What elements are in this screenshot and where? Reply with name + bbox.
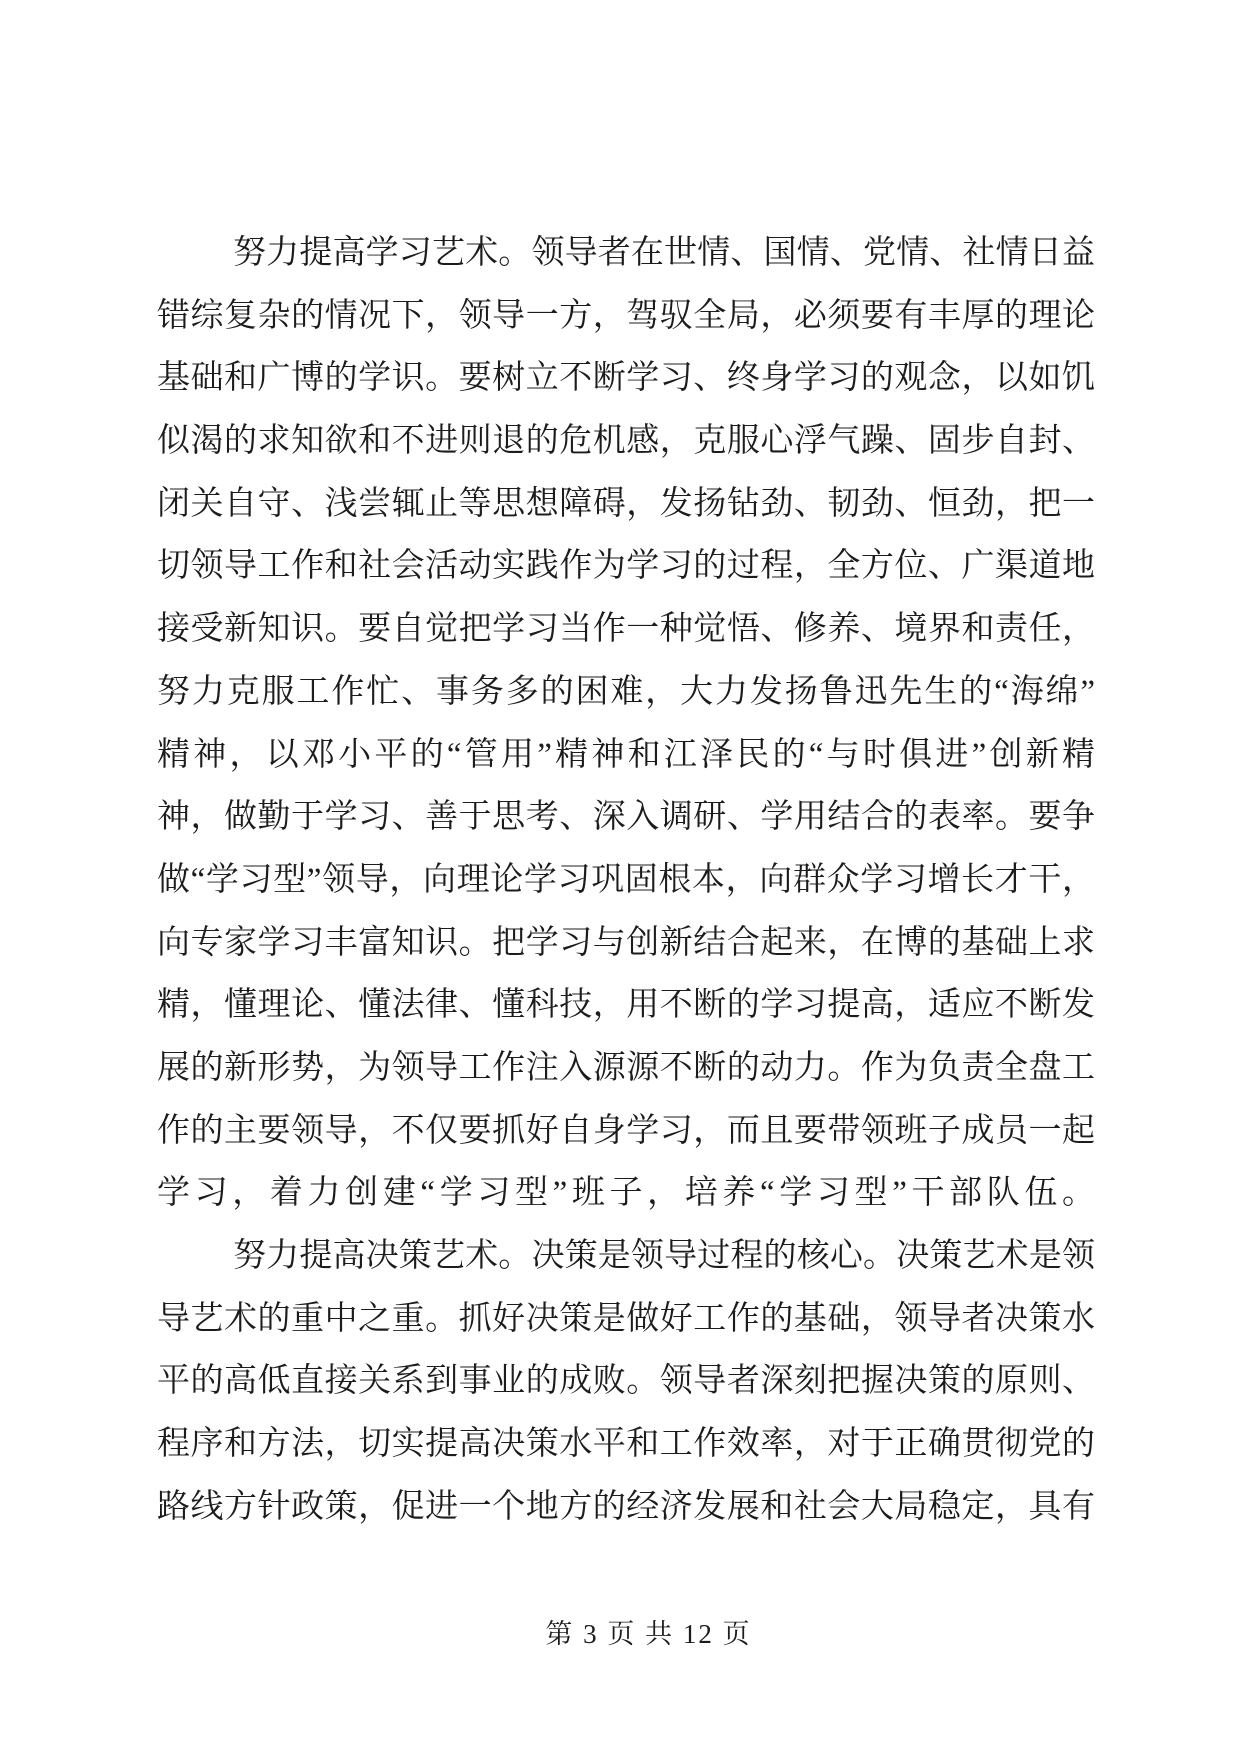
text-line: 程序和方法，切实提高决策水平和工作效率，对于正确贯彻党的 — [157, 1426, 1095, 1463]
text-line: 努力克服工作忙、事务多的困难，大力发扬鲁迅先生的“海绵” — [157, 673, 1095, 710]
text-line: 神，做勤于学习、善于思考、深入调研、学用结合的表率。要争 — [157, 799, 1095, 836]
text-line: 切领导工作和社会活动实践作为学习的过程，全方位、广渠道地 — [157, 548, 1095, 585]
text-line: 闭关自守、浅尝辄止等思想障碍，发扬钻劲、韧劲、恒劲，把一 — [157, 485, 1095, 522]
text-line: 展的新形势，为领导工作注入源源不断的动力。作为负责全盘工 — [157, 1049, 1095, 1086]
text-line: 精神，以邓小平的“管用”精神和江泽民的“与时俱进”创新精 — [157, 736, 1095, 773]
text-line: 导艺术的重中之重。抓好决策是做好工作的基础，领导者决策水 — [157, 1300, 1095, 1337]
text-line: 路线方针政策，促进一个地方的经济发展和社会大局稳定，具有 — [157, 1488, 1095, 1525]
text-line: 向专家学习丰富知识。把学习与创新结合起来，在博的基础上求 — [157, 924, 1095, 961]
text-line: 基础和广博的学识。要树立不断学习、终身学习的观念，以如饥 — [157, 360, 1095, 397]
text-line: 似渴的求知欲和不进则退的危机感，克服心浮气躁、固步自封、 — [157, 423, 1095, 460]
text-line: 学习，着力创建“学习型”班子，培养“学习型”干部队伍。 — [157, 1175, 1095, 1212]
document-body — [157, 222, 1095, 1538]
text-line: 作的主要领导，不仅要抓好自身学习，而且要带领班子成员一起 — [157, 1112, 1095, 1149]
text-line: 努力提高决策艺术。决策是领导过程的核心。决策艺术是领 — [233, 1238, 1095, 1274]
text-line: 努力提高学习艺术。领导者在世情、国情、党情、社情日益 — [233, 235, 1095, 271]
text-line: 错综复杂的情况下，领导一方，驾驭全局，必须要有丰厚的理论 — [157, 297, 1095, 334]
text-line: 做“学习型”领导，向理论学习巩固根本，向群众学习增长才干， — [157, 861, 1095, 898]
text-line: 精，懂理论、懂法律、懂科技，用不断的学习提高，适应不断发 — [157, 987, 1095, 1024]
text-line: 接受新知识。要自觉把学习当作一种觉悟、修养、境界和责任， — [157, 611, 1095, 648]
text-line: 平的高低直接关系到事业的成败。领导者深刻把握决策的原则、 — [157, 1363, 1095, 1400]
page-footer: 第 3 页 共 12 页 — [545, 1619, 752, 1649]
